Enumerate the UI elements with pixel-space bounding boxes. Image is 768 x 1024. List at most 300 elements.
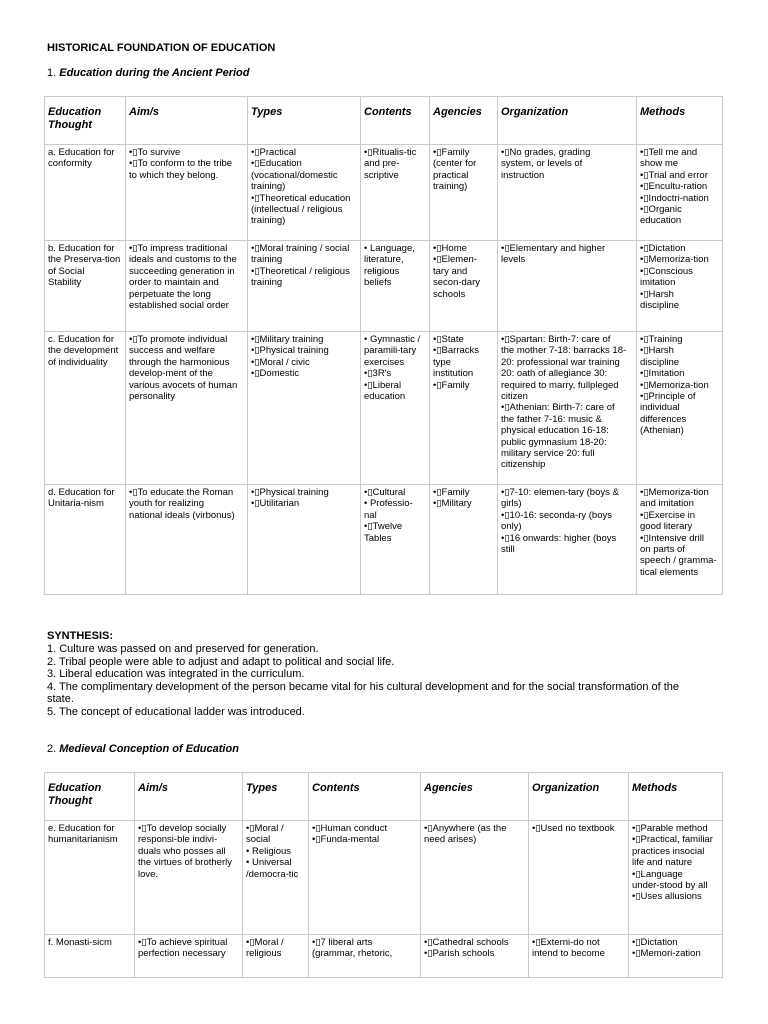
- cell-line: •▯Ritualis-tic: [364, 147, 417, 158]
- header-cell-types: Types: [248, 97, 361, 145]
- list-item: [640, 193, 720, 204]
- cell-line: on parts of: [640, 544, 685, 556]
- cell-line: •▯Imitation: [640, 368, 685, 380]
- cell-line: education: [640, 215, 682, 227]
- cell-line: •▯Tell me and: [640, 147, 698, 158]
- list-item: [640, 380, 720, 391]
- list-item: [246, 823, 306, 846]
- cell-line: •▯Liberal: [364, 379, 402, 391]
- list-item: [632, 834, 720, 868]
- cell-line: •▯Family: [433, 379, 470, 391]
- cell-line: discipline: [640, 300, 680, 312]
- list-item: [640, 510, 720, 533]
- cell-line: •▯Barracks: [433, 345, 480, 357]
- cell-organization: [529, 821, 629, 935]
- list-item: [640, 289, 720, 312]
- cell-line: •▯Memoriza-tion: [640, 254, 709, 266]
- cell-contents: [309, 935, 421, 978]
- list-item: [138, 823, 240, 880]
- cell-line: a. Education for: [48, 147, 115, 158]
- cell-methods: [637, 332, 723, 485]
- cell-line: institution: [433, 368, 474, 380]
- cell-contents: [361, 332, 430, 485]
- cell-line: established social order: [129, 300, 229, 312]
- cell-line: ideals and customs to the: [129, 254, 237, 266]
- cell-line: the father 7-16: music &: [501, 413, 602, 425]
- cell-line: •▯To achieve spiritual: [138, 937, 228, 948]
- list-item: [433, 345, 495, 379]
- cell-line: public gymnasium 18-20:: [501, 436, 607, 448]
- cell-line: success and welfare: [129, 345, 216, 357]
- list-item: [129, 158, 245, 181]
- cell-line: under-stood by all: [632, 880, 708, 892]
- table-row: [45, 935, 723, 978]
- list-item: [246, 846, 306, 857]
- cell-line: c. Education for: [48, 334, 115, 345]
- medieval-conception-table: [44, 772, 723, 978]
- list-item: [433, 254, 495, 300]
- cell-line: •▯Cultural: [364, 487, 406, 498]
- cell-line: •▯Human conduct: [312, 823, 388, 834]
- list-item: [632, 948, 720, 959]
- cell-line: 20: oath of allegiance 30:: [501, 368, 608, 380]
- cell-line: •▯Principle of: [640, 391, 696, 403]
- list-item: [129, 487, 245, 521]
- cell-line: the Preserva-tion: [48, 254, 121, 266]
- cell-line: training: [251, 254, 283, 266]
- list-item: [501, 533, 634, 556]
- list-item: [433, 498, 495, 509]
- cell-line: •▯Memori-zation: [632, 948, 701, 960]
- header-cell-organization: Organization: [529, 773, 629, 821]
- cell-line: Tables: [364, 532, 392, 544]
- cell-line: •▯Encultu-ration: [640, 181, 708, 193]
- synthesis-line: 1. Culture was passed on and preserved for generation.: [47, 643, 319, 655]
- cell-aims: [126, 332, 248, 485]
- cell-line: •▯Indoctri-nation: [640, 192, 709, 204]
- cell-line: •▯Dictation: [640, 243, 686, 254]
- section-2-title: Medieval Conception of Education: [59, 743, 239, 755]
- cell-aims: [126, 241, 248, 332]
- list-item: [632, 891, 720, 902]
- cell-line: beliefs: [364, 277, 392, 289]
- cell-line: •▯Language: [632, 868, 683, 880]
- synthesis-line: 5. The concept of educational ladder was introduced.: [47, 705, 305, 718]
- cell-line: •▯Trial and error: [640, 169, 708, 181]
- cell-line: personality: [129, 391, 175, 403]
- cell-line: (center for: [433, 158, 477, 170]
- list-item: [364, 487, 427, 498]
- list-item: [433, 487, 495, 498]
- cell-line: •▯Anywhere (as the: [424, 823, 507, 834]
- list-item: [251, 487, 358, 498]
- header-cell-thought: Education Thought: [45, 773, 135, 821]
- cell-methods: [637, 241, 723, 332]
- cell-line: •▯To promote individual: [129, 334, 228, 345]
- cell-line: differences: [640, 413, 687, 425]
- cell-line: •▯Organic: [640, 204, 682, 216]
- cell-line: to which they belong.: [129, 169, 219, 181]
- cell-line: tical elements: [640, 566, 699, 578]
- cell-line: •▯Moral training / social: [251, 243, 350, 254]
- cell-line: •▯No grades, grading: [501, 147, 591, 158]
- cell-line: training: [251, 277, 283, 289]
- cell-line: succeeding generation in: [129, 265, 235, 277]
- cell-line: tary and: [433, 265, 468, 277]
- cell-line: •▯Spartan: Birth-7: care of: [501, 334, 611, 345]
- list-item: [632, 937, 720, 948]
- cell-line: good literary: [640, 521, 693, 533]
- list-item: [640, 147, 720, 170]
- list-item: [251, 498, 358, 509]
- cell-line: order to maintain and: [129, 277, 219, 289]
- cell-types: [248, 485, 361, 595]
- cell-line: speech / gramma-: [640, 555, 717, 567]
- cell-line: practical: [433, 169, 469, 181]
- cell-line: various avocets of human: [129, 379, 238, 391]
- cell-line: •▯Theoretical education: [251, 192, 351, 204]
- cell-line: •▯7-10: elemen-tary (boys &: [501, 487, 619, 498]
- cell-agencies: [421, 935, 529, 978]
- list-item: [640, 334, 720, 345]
- list-item: [640, 487, 720, 510]
- list-item: [640, 181, 720, 192]
- cell-line: national ideals (virbonus): [129, 509, 235, 521]
- cell-thought: [45, 332, 126, 485]
- ancient-period-table: [44, 96, 723, 595]
- list-item: [364, 380, 427, 403]
- cell-organization: [498, 332, 637, 485]
- cell-line: social: [246, 834, 271, 846]
- cell-methods: [629, 821, 723, 935]
- cell-line: physical education 16-18:: [501, 425, 609, 437]
- cell-line: required to marry, fullpleged: [501, 379, 619, 391]
- cell-line: the development: [48, 345, 119, 357]
- cell-line: •▯Home: [433, 243, 467, 254]
- list-item: [501, 402, 634, 470]
- cell-line: of individuality: [48, 356, 108, 368]
- cell-line: •▯Family: [433, 487, 470, 498]
- cell-line: and pre-: [364, 158, 400, 170]
- cell-types: [248, 332, 361, 485]
- cell-line: the virtues of brotherly: [138, 857, 232, 869]
- cell-line: religious: [246, 948, 282, 960]
- cell-line: love.: [138, 868, 159, 880]
- list-item: [532, 823, 626, 834]
- cell-line: (vocational/domestic: [251, 169, 338, 181]
- cell-line: nal: [364, 509, 377, 521]
- cell-line: type: [433, 356, 451, 368]
- cell-line: perpetuate the long: [129, 288, 211, 300]
- cell-line: •▯Used no textbook: [532, 823, 615, 834]
- cell-contents: [361, 485, 430, 595]
- cell-line: •▯Exercise in: [640, 509, 696, 521]
- header-cell-methods: Methods: [637, 97, 723, 145]
- cell-line: develop-ment of the: [129, 368, 213, 380]
- list-item: [501, 243, 634, 266]
- list-item: [632, 869, 720, 892]
- cell-line: imitation: [640, 277, 676, 289]
- table-row: [45, 332, 723, 485]
- list-item: [433, 334, 495, 345]
- cell-line: f. Monasti-sicm: [48, 937, 112, 948]
- list-item: [364, 147, 427, 181]
- cell-line: duals who posses all: [138, 845, 226, 857]
- cell-aims: [135, 935, 243, 978]
- list-item: [129, 334, 245, 402]
- synthesis-line: state.: [47, 693, 74, 705]
- cell-line: intend to become: [532, 948, 605, 960]
- cell-line: show me: [640, 158, 679, 170]
- cell-line: •▯Uses allusions: [632, 891, 702, 903]
- table-header-row: [45, 773, 723, 821]
- cell-line: •▯State: [433, 334, 464, 345]
- cell-line: •▯To educate the Roman: [129, 487, 234, 498]
- list-item: [433, 243, 495, 254]
- table-header-row: [45, 97, 723, 145]
- list-item: [364, 243, 427, 289]
- cell-line: military service 20: full: [501, 448, 595, 460]
- header-cell-contents: Contents: [361, 97, 430, 145]
- cell-line: citizenship: [501, 459, 546, 471]
- cell-line: youth for realizing: [129, 498, 204, 510]
- cell-line: (grammar, rhetoric,: [312, 948, 393, 960]
- cell-line: 20: professional war training: [501, 356, 620, 368]
- list-item: [433, 147, 495, 193]
- cell-line: discipline: [640, 356, 680, 368]
- cell-line: •▯7 liberal arts: [312, 937, 373, 948]
- cell-line: •▯Harsh: [640, 288, 674, 300]
- cell-line: •▯Military training: [251, 334, 324, 345]
- section-1-title: Education during the Ancient Period: [59, 67, 250, 79]
- cell-line: exercises: [364, 356, 405, 368]
- cell-line: • Language,: [364, 243, 415, 254]
- cell-methods: [637, 145, 723, 241]
- cell-line: (intellectual / religious: [251, 204, 343, 216]
- list-item: [364, 368, 427, 379]
- list-item: [251, 357, 358, 368]
- synthesis-line: 2. Tribal people were able to adjust and adapt to political and social life.: [47, 655, 395, 668]
- cell-line: perfection necessary: [138, 948, 226, 960]
- section-1-heading: [47, 67, 250, 79]
- cell-line: still: [501, 544, 515, 556]
- cell-line: •▯Parish schools: [424, 948, 495, 960]
- list-item: [640, 243, 720, 254]
- cell-line: •▯Domestic: [251, 368, 300, 380]
- cell-line: •▯Military: [433, 498, 472, 510]
- synthesis-list: [47, 643, 747, 718]
- list-item: [251, 345, 358, 356]
- list-item: [640, 345, 720, 368]
- cell-line: training): [251, 215, 286, 227]
- list-item: [364, 498, 427, 521]
- list-item: [251, 334, 358, 345]
- cell-line: education: [364, 391, 406, 403]
- list-item: [129, 243, 245, 311]
- list-item: [251, 368, 358, 379]
- list-item: [640, 391, 720, 437]
- cell-line: •▯Funda-mental: [312, 834, 380, 846]
- cell-agencies: [430, 145, 498, 241]
- cell-line: of Social: [48, 265, 85, 277]
- cell-line: •▯Elementary and higher: [501, 243, 606, 254]
- cell-line: (Athenian): [640, 425, 684, 437]
- table-row: [45, 485, 723, 595]
- cell-line: d. Education for: [48, 487, 115, 498]
- section-2-number: 2.: [47, 743, 60, 755]
- list-item: [251, 243, 358, 266]
- cell-line: •▯Theoretical / religious: [251, 265, 350, 277]
- section-2-heading: [47, 743, 239, 755]
- cell-line: humanitarianism: [48, 834, 118, 846]
- cell-line: •▯Memoriza-tion: [640, 379, 709, 391]
- list-item: [501, 510, 634, 533]
- list-item: [424, 937, 526, 948]
- cell-organization: [498, 485, 637, 595]
- table-row: [45, 241, 723, 332]
- cell-line: •▯3R's: [364, 368, 392, 380]
- cell-line: literature,: [364, 254, 404, 266]
- list-item: [640, 170, 720, 181]
- cell-line: •▯Athenian: Birth-7: care of: [501, 402, 615, 414]
- cell-line: through the harmonious: [129, 356, 230, 368]
- cell-line: •▯Family: [433, 147, 470, 158]
- cell-aims: [126, 145, 248, 241]
- cell-contents: [361, 145, 430, 241]
- list-item: [251, 266, 358, 289]
- cell-line: only): [501, 521, 522, 533]
- list-item: [532, 937, 626, 960]
- header-cell-organization: Organization: [498, 97, 637, 145]
- cell-types: [243, 821, 309, 935]
- table-row: [45, 821, 723, 935]
- cell-line: •▯To conform to the tribe: [129, 158, 233, 170]
- table-row: [45, 145, 723, 241]
- list-item: [501, 487, 634, 510]
- cell-line: •▯Moral / civic: [251, 356, 310, 368]
- cell-line: •▯16 onwards: higher (boys: [501, 532, 617, 544]
- header-cell-aims: Aim/s: [126, 97, 248, 145]
- cell-agencies: [430, 241, 498, 332]
- cell-line: •▯Physical training: [251, 345, 329, 357]
- cell-line: •▯Utilitarian: [251, 498, 300, 510]
- list-item: [501, 334, 634, 402]
- cell-line: Stability: [48, 277, 82, 289]
- cell-line: schools: [433, 288, 466, 300]
- section-1-number: 1.: [47, 67, 60, 79]
- cell-line: /democra-tic: [246, 868, 299, 880]
- cell-line: individual: [640, 402, 680, 414]
- list-item: [312, 937, 418, 960]
- document-title: HISTORICAL FOUNDATION OF EDUCATION: [47, 42, 276, 54]
- cell-line: •▯Education: [251, 158, 302, 170]
- cell-line: •▯Intensive drill: [640, 532, 704, 544]
- cell-types: [248, 145, 361, 241]
- cell-agencies: [421, 821, 529, 935]
- cell-aims: [126, 485, 248, 595]
- cell-contents: [361, 241, 430, 332]
- list-item: [640, 204, 720, 227]
- list-item: [364, 334, 427, 368]
- cell-types: [243, 935, 309, 978]
- list-item: [251, 193, 358, 227]
- cell-line: •▯Physical training: [251, 487, 329, 498]
- cell-line: •▯Elemen-: [433, 254, 477, 266]
- cell-line: paramili-tary: [364, 345, 417, 357]
- synthesis-line: 4. The complimentary development of the person became vital for his cultural development and for the social transformation of the: [47, 680, 680, 693]
- cell-contents: [309, 821, 421, 935]
- cell-thought: [45, 145, 126, 241]
- cell-line: •▯Parable method: [632, 823, 708, 834]
- cell-line: religious: [364, 265, 400, 277]
- cell-line: • Professio-: [364, 498, 413, 510]
- cell-line: •▯Harsh: [640, 345, 674, 357]
- list-item: [312, 834, 418, 845]
- cell-line: •▯Practical, familiar: [632, 834, 713, 846]
- list-item: [640, 533, 720, 579]
- cell-line: • Religious: [246, 845, 292, 857]
- cell-line: practices insocial: [632, 845, 705, 857]
- header-cell-agencies: Agencies: [421, 773, 529, 821]
- cell-line: • Gymnastic /: [364, 334, 421, 345]
- header-cell-thought: Education Thought: [45, 97, 126, 145]
- list-item: [501, 147, 634, 181]
- cell-line: •▯Training: [640, 334, 683, 345]
- header-cell-aims: Aim/s: [135, 773, 243, 821]
- cell-line: • Universal: [246, 857, 292, 869]
- synthesis-title: SYNTHESIS:: [47, 630, 114, 642]
- cell-line: •▯Cathedral schools: [424, 937, 509, 948]
- header-cell-contents: Contents: [309, 773, 421, 821]
- cell-line: •▯Moral /: [246, 823, 284, 834]
- list-item: [251, 158, 358, 192]
- cell-line: instruction: [501, 169, 545, 181]
- cell-types: [248, 241, 361, 332]
- cell-line: levels: [501, 254, 526, 266]
- cell-line: •▯10-16: seconda-ry (boys: [501, 509, 612, 521]
- cell-line: training): [251, 181, 286, 193]
- synthesis-line: 3. Liberal education was integrated in the curriculum.: [47, 668, 305, 680]
- cell-line: •▯Dictation: [632, 937, 678, 948]
- cell-line: citizen: [501, 391, 528, 403]
- header-cell-methods: Methods: [629, 773, 723, 821]
- cell-line: e. Education for: [48, 823, 115, 834]
- list-item: [424, 823, 526, 846]
- cell-line: Unitaria-nism: [48, 498, 104, 510]
- cell-line: •▯Externi-do not: [532, 937, 600, 948]
- list-item: [364, 521, 427, 544]
- list-item: [640, 254, 720, 265]
- cell-aims: [135, 821, 243, 935]
- list-item: [632, 823, 720, 834]
- cell-line: •▯Twelve: [364, 521, 403, 533]
- cell-line: the mother 7-18: barracks 18-: [501, 345, 627, 357]
- cell-line: system, or levels of: [501, 158, 583, 170]
- cell-agencies: [430, 332, 498, 485]
- cell-methods: [637, 485, 723, 595]
- list-item: [312, 823, 418, 834]
- cell-organization: [498, 241, 637, 332]
- list-item: [640, 266, 720, 289]
- list-item: [251, 147, 358, 158]
- cell-methods: [629, 935, 723, 978]
- cell-line: •▯To survive: [129, 147, 181, 158]
- cell-organization: [498, 145, 637, 241]
- list-item: [246, 857, 306, 880]
- cell-thought: [45, 485, 126, 595]
- list-item: [129, 147, 245, 158]
- cell-thought: [45, 241, 126, 332]
